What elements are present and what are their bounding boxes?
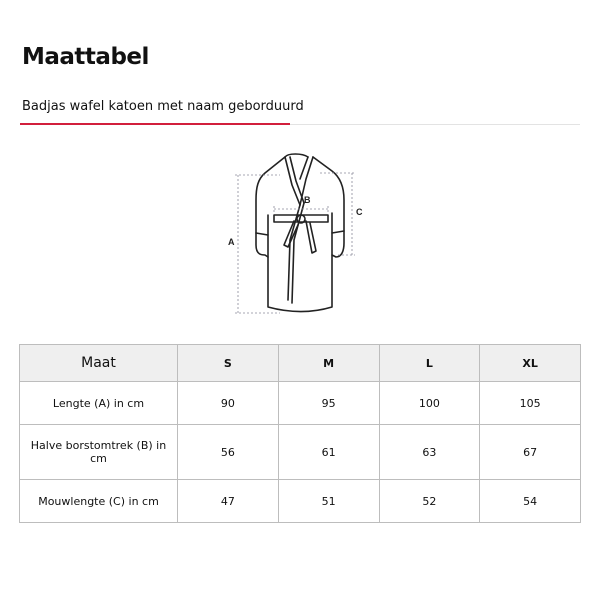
- accent-underline: [20, 123, 290, 125]
- table-cell: 63: [379, 425, 480, 480]
- header-maat: Maat: [20, 345, 178, 382]
- row-label: Halve borstomtrek (B) in cm: [20, 425, 178, 480]
- page-subtitle: Badjas wafel katoen met naam geborduurd: [22, 99, 304, 114]
- size-table: [19, 344, 581, 523]
- header-size-s: S: [178, 345, 279, 382]
- row-label: Mouwlengte (C) in cm: [20, 480, 178, 523]
- table-cell: 100: [379, 382, 480, 425]
- label-c: C: [356, 207, 363, 217]
- table-cell: 95: [278, 382, 379, 425]
- table-cell: 105: [480, 382, 581, 425]
- table-cell: 90: [178, 382, 279, 425]
- table-cell: 67: [480, 425, 581, 480]
- table-row: [20, 425, 581, 480]
- header-size-xl: XL: [480, 345, 581, 382]
- table-row: [20, 480, 581, 523]
- table-cell: 54: [480, 480, 581, 523]
- bathrobe-measurement-icon: [220, 145, 370, 320]
- page-title: Maattabel: [22, 44, 149, 70]
- table-row: [20, 382, 581, 425]
- table-cell: 56: [178, 425, 279, 480]
- label-b: B: [304, 195, 311, 205]
- table-cell: 52: [379, 480, 480, 523]
- header-size-m: M: [278, 345, 379, 382]
- table-cell: 61: [278, 425, 379, 480]
- table-header-row: [20, 345, 581, 382]
- row-label: Lengte (A) in cm: [20, 382, 178, 425]
- header-size-l: L: [379, 345, 480, 382]
- table-cell: 47: [178, 480, 279, 523]
- label-a: A: [228, 237, 235, 247]
- table-cell: 51: [278, 480, 379, 523]
